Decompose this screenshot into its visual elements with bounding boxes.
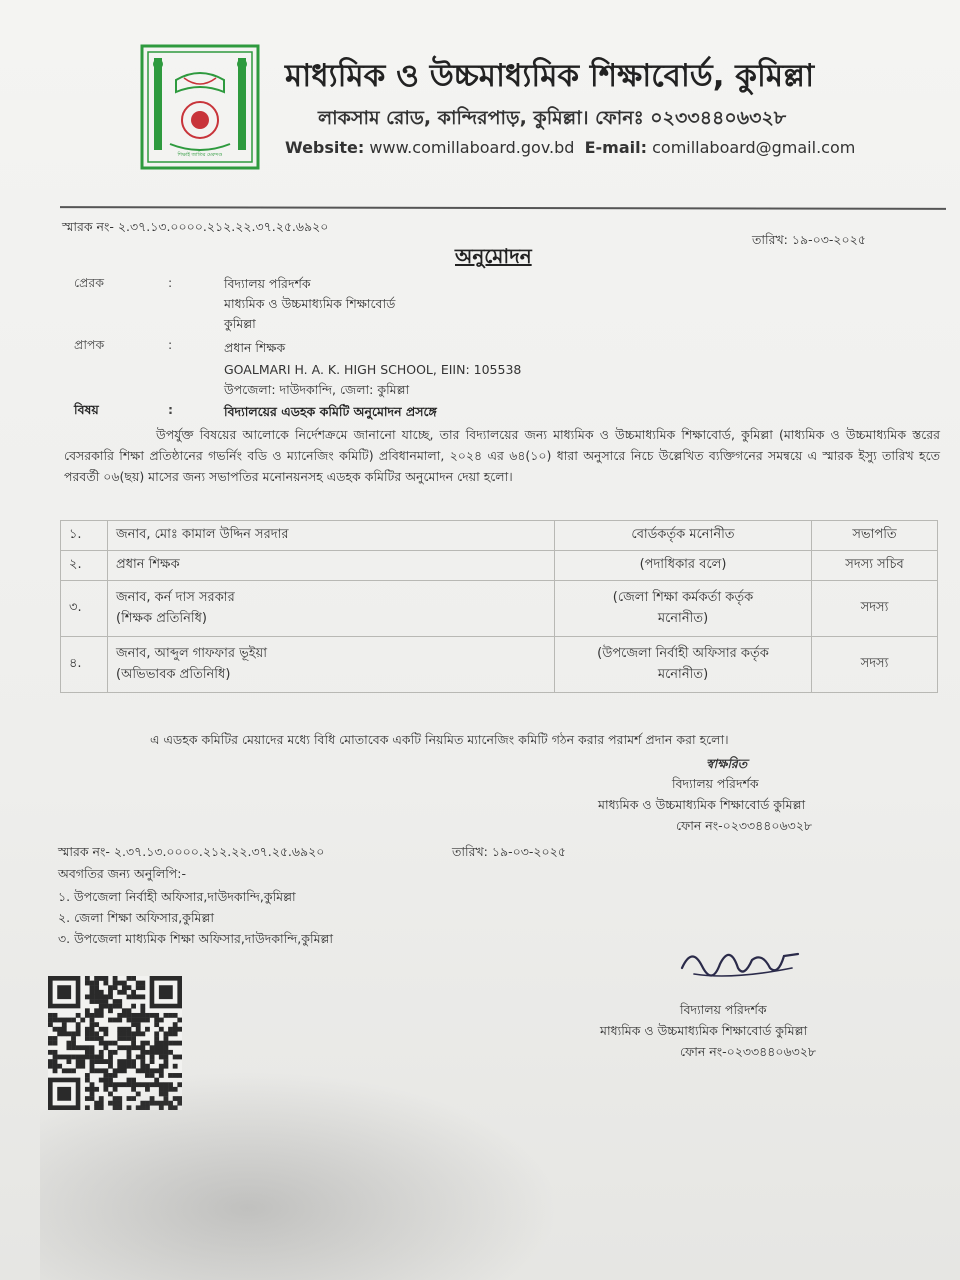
photo-shadow: [40, 1070, 560, 1280]
board-title: মাধ্যমিক ও উচ্চমাধ্যমিক শিক্ষাবোর্ড, কুমিল্লা: [285, 58, 815, 94]
copy-item-1: ১. উপজেলা নির্বাহী অফিসার,দাউদকান্দি,কুমিল্লা: [58, 889, 296, 904]
recipient-colon: :: [168, 337, 173, 352]
committee-table: [60, 520, 938, 693]
recipient-line-3: উপজেলা: দাউদকান্দি, জেলা: কুমিল্লা: [224, 382, 410, 397]
recipient-line-1: প্রধান শিক্ষক: [224, 340, 286, 355]
signed-label: স্বাক্ষরিত: [706, 756, 748, 771]
sender-label: প্রেরক: [74, 275, 105, 290]
nominated-by-line-2: মনোনীত): [657, 666, 709, 682]
board-address: লাকসাম রোড, কান্দিরপাড়, কুমিল্লা। ফোনঃ ০২৩৩৪৪০৬৩২৮: [318, 107, 787, 129]
sender-line-2: মাধ্যমিক ও উচ্চমাধ্যমিক শিক্ষাবোর্ড: [224, 296, 396, 311]
nominated-by-line-2: মনোনীত): [657, 610, 709, 626]
sender-line-3: কুমিল্লা: [224, 316, 256, 331]
member-name: [108, 637, 555, 693]
member-name-text: জনাব, আব্দুল গাফফার ভূইয়া: [116, 645, 267, 661]
subject-colon: :: [168, 402, 173, 417]
document-title: অনুমোদন: [455, 244, 532, 268]
copy-item-2: ২. জেলা শিক্ষা অফিসার,কুমিল্লা: [58, 910, 214, 925]
website-link[interactable]: www.comillaboard.gov.bd: [369, 138, 575, 157]
member-no: ২.: [61, 551, 108, 581]
nominated-by-line-1: (উপজেলা নির্বাহী অফিসার কর্তৃক: [597, 645, 769, 661]
sig2-office: মাধ্যমিক ও উচ্চমাধ্যমিক শিক্ষাবোর্ড কুমিল্লা: [600, 1023, 808, 1038]
member-nominated-by: (পদাধিকার বলে): [555, 551, 812, 581]
member-name-text: জনাব, মোঃ কামাল উদ্দিন সরদার: [116, 527, 289, 542]
email-link[interactable]: comillaboard@gmail.com: [652, 138, 856, 157]
member-position: সদস্য: [812, 581, 938, 637]
member-representative: (শিক্ষক প্রতিনিধি): [116, 610, 207, 626]
closing-text: এ এডহক কমিটির মেয়াদের মধ্যে বিধি মোতাবেক একটি নিয়মিত ম্যানেজিং কমিটি গঠন করার পরামর্শ প্রদান করা হলো।: [150, 732, 729, 747]
board-contact: [285, 138, 855, 157]
member-name-text: প্রধান শিক্ষক: [116, 557, 180, 572]
member-nominated-by: [555, 637, 812, 693]
table-row: [61, 581, 938, 637]
member-no: ১.: [61, 521, 108, 551]
sig1-office: মাধ্যমিক ও উচ্চমাধ্যমিক শিক্ষাবোর্ড কুমিল্লা: [598, 797, 806, 812]
body-paragraph: উপর্যুক্ত বিষয়ের আলোকে নির্দেশক্রমে জানানো যাচ্ছে, তার বিদ্যালয়ের জন্য মাধ্যমিক ও উচ্চমাধ্যমিক শিক্ষাবোর্ড, কুমিল্লা (মাধ্যমিক ও উচ্চমাধ্যমিক স্তরের বেসরকারি শিক্ষা প্রতিষ্ঠানের গভর্নিং বডি ও ম্যানেজিং কমিটি) প্রবিধানমালা, ২০২৪ এর ৬৪(১০) ধারা অনুসারে নিচে উল্লেখিত ব্যক্তিগনের সমন্বয়ে এ স্মারক ইস্যু তারিখ হতে পরবর্তী ০৬(ছয়) মাসের জন্য সভাপতির মনোনয়নসহ এডহক কমিটির অনুমোদন দেয়া হলো।: [64, 427, 940, 484]
svg-text:শিক্ষাই জাতির মেরুদণ্ড: শিক্ষাই জাতির মেরুদণ্ড: [177, 152, 223, 158]
board-logo: [140, 44, 260, 170]
table-row: [61, 551, 938, 581]
sig2-designation: বিদ্যালয় পরিদর্শক: [680, 1002, 767, 1017]
member-position: সদস্য: [812, 637, 938, 693]
copy-item-3: ৩. উপজেলা মাধ্যমিক শিক্ষা অফিসার,দাউদকান্দি,কুমিল্লা: [58, 931, 334, 946]
member-position: সভাপতি: [812, 521, 938, 551]
member-name: [108, 521, 555, 551]
table-row: [61, 637, 938, 693]
subject-text: বিদ্যালয়ের এডহক কমিটি অনুমোদন প্রসঙ্গে: [224, 404, 437, 419]
table-row: [61, 521, 938, 551]
member-name: [108, 581, 555, 637]
memo-date: তারিখ: ১৯-০৩-২০২৫: [752, 232, 866, 247]
subject-label: বিষয়: [74, 402, 99, 417]
memo-ref: স্মারক নং- ২.৩৭.১৩.০০০০.২১২.২২.৩৭.২৫.৬৯২০: [62, 219, 329, 234]
member-position: সদস্য সচিব: [812, 551, 938, 581]
email-label: E-mail:: [584, 138, 648, 157]
sender-colon: :: [168, 275, 173, 290]
nominated-by-line-1: (জেলা শিক্ষা কর্মকর্তা কর্তৃক: [612, 589, 754, 605]
member-nominated-by: বোর্ডকর্তৃক মনোনীত: [555, 521, 812, 551]
member-nominated-by: [555, 581, 812, 637]
sender-line-1: বিদ্যালয় পরিদর্শক: [224, 276, 311, 291]
member-representative: (অভিভাবক প্রতিনিধি): [116, 666, 231, 682]
handwritten-signature: [672, 938, 812, 988]
recipient-label: প্রাপক: [74, 337, 105, 352]
recipient-line-2: GOALMARI H. A. K. HIGH SCHOOL, EIIN: 105538: [224, 362, 522, 377]
website-label: Website:: [285, 138, 365, 157]
header-divider: [60, 206, 946, 210]
member-no: ৪.: [61, 637, 108, 693]
sig1-designation: বিদ্যালয় পরিদর্শক: [672, 776, 759, 791]
copy-date: তারিখ: ১৯-০৩-২০২৫: [452, 844, 566, 859]
member-name-text: জনাব, কর্ন দাস সরকার: [116, 589, 235, 605]
sig1-phone: ফোন নং-০২৩৩৪৪০৬৩২৮: [676, 818, 812, 833]
copy-heading: অবগতির জন্য অনুলিপি:-: [58, 866, 186, 881]
member-no: ৩.: [61, 581, 108, 637]
copy-ref: স্মারক নং- ২.৩৭.১৩.০০০০.২১২.২২.৩৭.২৫.৬৯২০: [58, 844, 325, 859]
sig2-phone: ফোন নং-০২৩৩৪৪০৬৩২৮: [680, 1044, 816, 1059]
member-name: [108, 551, 555, 581]
